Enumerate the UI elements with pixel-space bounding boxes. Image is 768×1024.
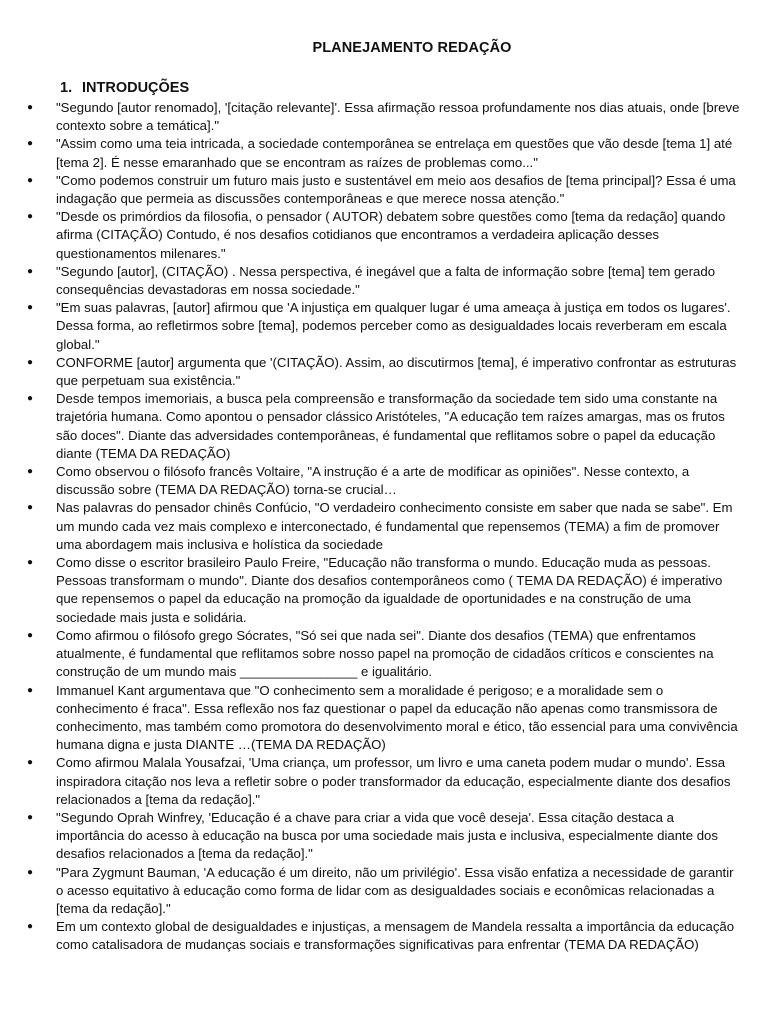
list-item: ● "Segundo [autor renomado], '[citação relevante]'. Essa afirmação ressoa profundamente nos dias atuais, onde [breve contexto sobre a temática]." bbox=[26, 99, 744, 135]
list-item: ● "Assim como uma teia intricada, a sociedade contemporânea se entrelaça em questões que vão desde [tema 1] até [tema 2]. É nesse emaranhado que se encontram as raízes de problemas como..." bbox=[26, 135, 744, 171]
list-item: ● "Como podemos construir um futuro mais justo e sustentável em meio aos desafios de [tema principal]? Essa é uma indagação que permeia as discussões contemporâneas e que merece nossa atenção." bbox=[26, 172, 744, 208]
list-item: ● Como afirmou o filósofo grego Sócrates, "Só sei que nada sei". Diante dos desafios (TEMA) que enfrentamos atualmente, é fundamental que reflitamos sobre nosso papel na promoção de cidadãos críticos e conscientes na construção de um mundo mais ________________ e igualitário. bbox=[26, 627, 744, 682]
section-title: INTRODUÇÕES bbox=[82, 80, 190, 96]
list-item: ● Como afirmou Malala Yousafzai, 'Uma criança, um professor, um livro e uma caneta podem mudar o mundo'. Essa inspiradora citação nos leva a refletir sobre o poder transformador da educação, especialmente diante dos desafios relacionados a [tema da redação]." bbox=[26, 754, 744, 809]
introductions-list bbox=[26, 99, 744, 955]
document-title: PLANEJAMENTO REDAÇÃO bbox=[312, 40, 512, 56]
section-heading bbox=[26, 80, 744, 96]
list-item: ● "Segundo [autor], (CITAÇÃO) . Nessa perspectiva, é inegável que a falta de informação sobre [tema] tem gerado consequências devastadoras em nossa sociedade." bbox=[26, 263, 744, 299]
section-number: 1. bbox=[60, 80, 73, 96]
list-item: ● "Segundo Oprah Winfrey, 'Educação é a chave para criar a vida que você deseja'. Essa citação destaca a importância do acesso à educação na busca por uma sociedade mais justa e inclusiva, especialmente diante dos desafios relacionados a [tema da redação]." bbox=[26, 809, 744, 864]
list-item: ● Como observou o filósofo francês Voltaire, "A instrução é a arte de modificar as opiniões". Nesse contexto, a discussão sobre (TEMA DA REDAÇÃO) torna-se crucial… bbox=[26, 463, 744, 499]
list-item: ● "Para Zygmunt Bauman, 'A educação é um direito, não um privilégio'. Essa visão enfatiza a necessidade de garantir o acesso equitativo à educação como forma de lidar com as desigualdades sociais e econômicas relacionadas a [tema da redação]." bbox=[26, 864, 744, 919]
list-item: ● Em um contexto global de desigualdades e injustiças, a mensagem de Mandela ressalta a importância da educação como catalisadora de mudanças sociais e transformações significativas para enfrentar (TEMA DA REDAÇÃO) bbox=[26, 918, 744, 954]
list-item: ● Immanuel Kant argumentava que "O conhecimento sem a moralidade é perigoso; e a moralidade sem o conhecimento é fraca". Essa reflexão nos faz questionar o papel da educação não apenas como transmissora de conhecimento, mas também como promotora do desenvolvimento moral e ético, tão essencial para uma convivência humana digna e justa DIANTE …(TEMA DA REDAÇÃO) bbox=[26, 682, 744, 755]
list-item: ● "Desde os primórdios da filosofia, o pensador ( AUTOR) debatem sobre questões como [tema da redação] quando afirma (CITAÇÃO) Contudo, é nos desafios cotidianos que encontramos a verdadeira aplicação desses questionamentos milenares." bbox=[26, 208, 744, 263]
list-item: ● Como disse o escritor brasileiro Paulo Freire, "Educação não transforma o mundo. Educação muda as pessoas. Pessoas transformam o mundo". Diante dos desafios contemporâneos como ( TEMA DA REDAÇÃO) é imperativo que repensemos o papel da educação na promoção da igualdade de oportunidades e na construção de uma sociedade mais justa e solidária. bbox=[26, 554, 744, 627]
list-item: ● Desde tempos imemoriais, a busca pela compreensão e transformação da sociedade tem sido uma constante na trajetória humana. Como apontou o pensador clássico Aristóteles, "A educação tem raízes amargas, mas os frutos são doces". Diante das adversidades contemporâneas, é fundamental que reflitamos sobre o papel da educação diante (TEMA DA REDAÇÃO) bbox=[26, 390, 744, 463]
list-item: ● "Em suas palavras, [autor] afirmou que 'A injustiça em qualquer lugar é uma ameaça à justiça em todos os lugares'. Dessa forma, ao refletirmos sobre [tema], podemos perceber como as desigualdades locais reverberam em escala global." bbox=[26, 299, 744, 354]
list-item: ● Nas palavras do pensador chinês Confúcio, "O verdadeiro conhecimento consiste em saber que nada se sabe". Em um mundo cada vez mais complexo e interconectado, é fundamental que repensemos (TEMA) a fim de promover uma abordagem mais inclusiva e holística da sociedade bbox=[26, 499, 744, 554]
list-item: ● CONFORME [autor] argumenta que '(CITAÇÃO). Assim, ao discutirmos [tema], é imperativo confrontar as estruturas que perpetuam sua existência." bbox=[26, 354, 744, 390]
